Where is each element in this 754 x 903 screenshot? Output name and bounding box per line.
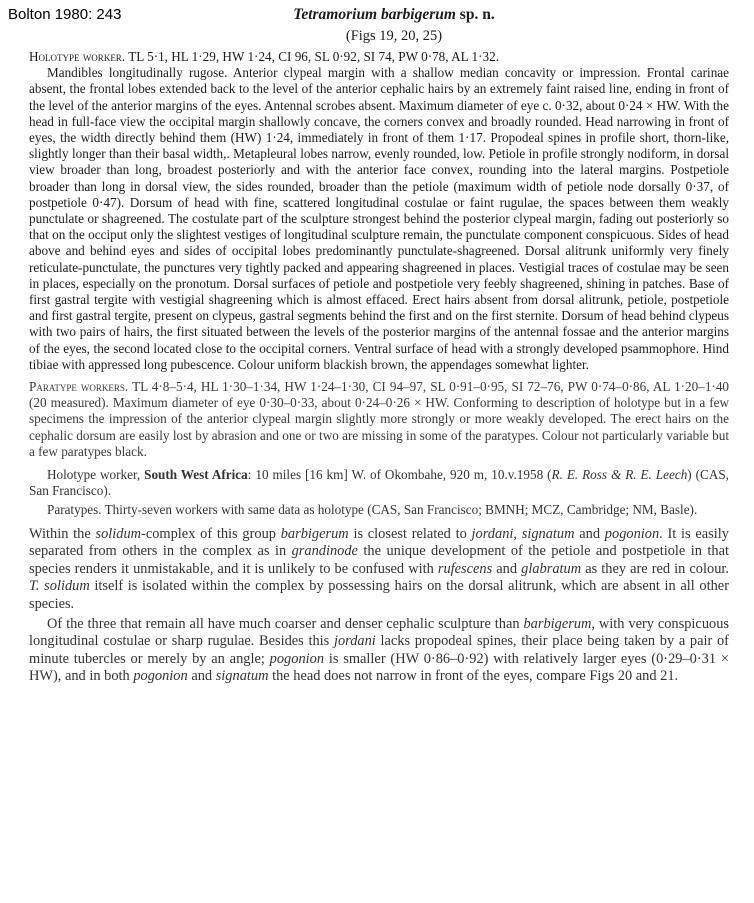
taxon-barbigerum: barbigerum bbox=[523, 615, 592, 632]
paratype-depositories: Paratypes. Thirty-seven workers with same data as holotype (CAS, San Francisco; BMNH; MCZ, Cambridge; NM, Basle). bbox=[47, 502, 698, 518]
locality-details: : 10 miles [16 km] W. of Okombahe, 920 m, 10.v.1958 ( bbox=[247, 467, 552, 483]
paratype-text: TL 4·8–5·4, HL 1·30–1·34, HW 1·24–1·30, CI 94–97, SL 0·91–0·95, SI 72–76, PW 0·74–0·86, AL 1·20–1·40 (20 measured). Maximum diameter of eye 0·30–0·33, about 0·24–0·26 × HW. Conforming to description of holotype but in a few specimens the impression of the anterior clypeal margin slightly more strongly or more weakly developed. The erect hairs on the cephalic dorsum are easily lost by abrasion and one or two are missing in some of the paratypes. Colour not particularly variable but a few paratypes black. bbox=[29, 379, 730, 459]
species-status: sp. n. bbox=[459, 6, 495, 23]
figure-reference: (Figs 19, 20, 25) bbox=[345, 28, 443, 44]
taxon-signatum: signatum bbox=[215, 668, 269, 685]
taxon-pogonion: pogonion bbox=[133, 668, 188, 685]
holotype-locality-prefix: Holotype worker, bbox=[47, 467, 141, 483]
holotype-section bbox=[29, 49, 729, 373]
holotype-description: Mandibles longitudinally rugose. Anterior clypeal margin with a shallow median concavity or impression. Frontal carinae absent, the frontal lobes extended back to the level of the anterior cephalic hairs by an extremely faint raised line, ending in front of the level of the anterior margins of the eyes. Antennal scrobes absent. Maximum diameter of eye c. 0·32, about 0·24 × HW. With the head in full-face view the occipital margin shallowly concave, the corners convex and broadly rounded. Head narrowing in front of eyes, the width directly behind them (HW) 1·24, immediately in front of them 1·17. Propodeal spines in profile short, thorn-like, slightly longer than their basal width,. Metapleural lobes narrow, evenly rounded, low. Petiole in profile strongly nodiform, in dorsal view broader than long, broadest posteriorly and with the anterior face convex, rounding into the lateral margins. Postpetiole broader than long in dorsal view, the sides rounded, broader than the petiole (maximum width of petiole node dorsally 0·37, of postpetiole 0·47). Dorsum of head with fine, scattered longitudinal costulae or faint rugulae, the spaces between them weakly punctulate or shagreened. The costulate part of the sculpture strongest behind the posterior clypeal margin, fading out posteriorly so that on the occiput only the slightest vestiges of longitudinal sculpture remain, the punctulate component conspicuous. Sides of head above and behind eyes and sides of occipital lobes predominantly punctulate-shagreened. Dorsal alitrunk uniformly very finely reticulate-punctulate, the punctures very tightly packed and appearing shagreened in places. Vestigial traces of costulae may be seen in places, especially on the pronotum. Dorsal surfaces of petiole and postpetiole very feebly shagreened, shining in patches. Base of first gastral tergite with vestigial shagreening which is almost effaced. Erect hairs absent from dorsal alitrunk, petiole, postpetiole and first gastral tergite, present on clypeus, gastral segments behind the first and on the first sternite. Dorsum of head behind clypeus with two pairs of hairs, the first situated between the levels of the posterior margins of the antennal fossae and the anterior margins of the eyes, the second located close to the occipital corners. Ventral surface of head with a strongly developed psammophore. Hind tibiae with appressed long pubescence. Colour uniform blackish brown, the appendages somewhat lighter. bbox=[29, 65, 729, 372]
collectors: R. E. Ross & R. E. Leech bbox=[551, 467, 688, 483]
taxon-pogonion: pogonion bbox=[604, 525, 660, 542]
taxon-pogonion: pogonion bbox=[269, 650, 325, 667]
paratype-section bbox=[29, 379, 729, 460]
taxon-solidum: solidum bbox=[95, 525, 142, 542]
paratype-paragraph bbox=[29, 379, 729, 460]
holotype-measurement-values: TL 5·1, HL 1·29, HW 1·24, CI 96, SL 0·92, SI 74, PW 0·78, AL 1·32. bbox=[128, 49, 499, 64]
locality-country: South West Africa bbox=[144, 467, 248, 483]
taxon-grandinode: grandinode bbox=[291, 543, 358, 560]
taxon-jordani: jordani bbox=[333, 633, 376, 650]
page-content bbox=[29, 6, 729, 688]
citation-label: Bolton 1980: 243 bbox=[8, 6, 122, 23]
species-title bbox=[59, 6, 729, 24]
holotype-depository: ) (CAS, San Francisco). bbox=[29, 467, 729, 499]
paratype-label: Paratype workers. bbox=[29, 379, 129, 395]
discussion-paragraph-2: Of the three that remain all have much coarser and denser cephalic sculpture than barbigerum, with very conspicuous longitudinal costulae or sharp rugulae. Besides this jordani lacks propodeal spines, their place being taken by a pair of minute tubercles or merely by an angle; pogonion is smaller (HW 0·86–0·92) with relatively larger eyes (0·29–0·31 × HW), and in both pogonion and signatum the head does not narrow in front of the eyes, compare Figs 20 and 21. bbox=[29, 615, 729, 685]
species-name: Tetramorium barbigerum bbox=[293, 6, 456, 23]
discussion-section bbox=[29, 526, 729, 686]
taxon-t-solidum: T. solidum bbox=[29, 578, 90, 595]
holotype-locality bbox=[29, 467, 729, 499]
holotype-measurements bbox=[29, 49, 729, 65]
taxon-barbigerum: barbigerum bbox=[280, 525, 349, 542]
taxon-rufescens: rufescens bbox=[437, 560, 493, 577]
taxon-jordani-signatum: jordani, signatum bbox=[471, 525, 575, 542]
type-material-section bbox=[29, 467, 729, 519]
holotype-label: Holotype worker. bbox=[29, 49, 126, 64]
taxon-glabratum: glabratum bbox=[521, 560, 582, 577]
discussion-paragraph-1: Within the solidum-complex of this group barbigerum is closest related to jordani, signatum and pogonion. It is easily separated from others in the complex as in grandinode the unique development of the petiole and postpetiole in that species renders it unmistakable, and it is unlikely to be confused with rufescens and glabratum as they are red in colour. T. solidum itself is isolated within the complex by possessing hairs on the dorsal alitrunk, which are absent in all other species. bbox=[29, 525, 729, 613]
